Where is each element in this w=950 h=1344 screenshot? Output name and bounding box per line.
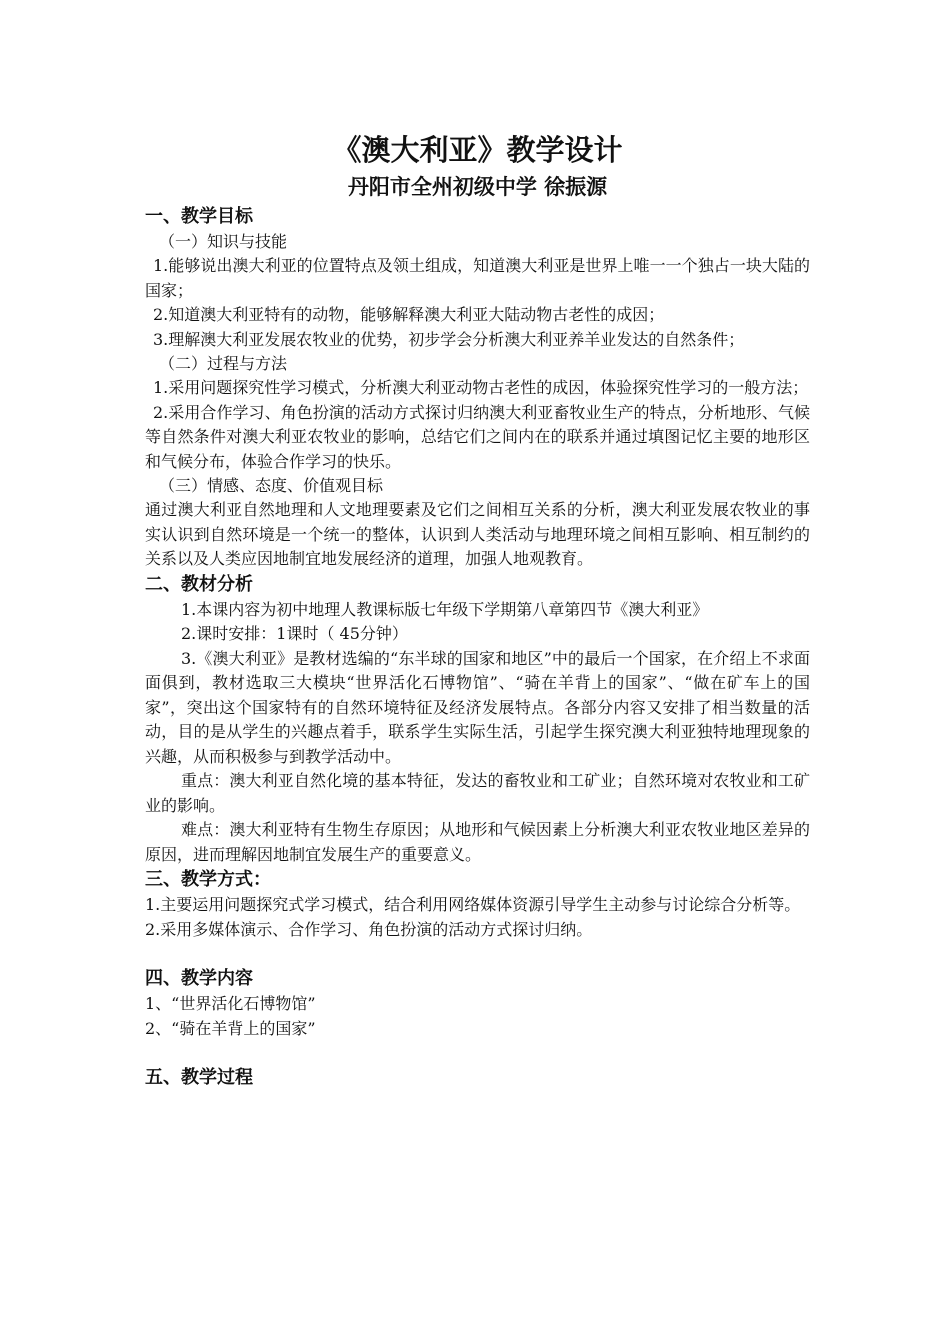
section-heading-methods: 三、教学方式： [145,869,271,890]
method-item: 1.主要运用问题探究式学习模式，结合利用网络媒体资源引导学生主动参与讨论综合分析等。 [145,895,801,914]
subheading-knowledge: （一）知识与技能 [159,232,288,251]
section-heading-analysis: 二、教材分析 [145,573,253,595]
key-points: 重点：澳大利亚自然化境的基本特征，发达的畜牧业和工矿业；自然环境对农牧业和工矿业的影响。 [145,771,810,815]
analysis-paragraph: 2.课时安排：1课时（ 45分钟） [181,624,408,643]
spacer [145,942,810,966]
values-paragraph: 通过澳大利亚自然地理和人文地理要素及它们之间相互关系的分析，澳大利亚发展农牧业的事实认识到自然环境是一个统一的整体，认识到人类活动与地理环境之间相互影响、相互制约的关系以及人类应因地制宜地发展经济的道理，加强人地观教育。 [145,500,810,568]
spacer [145,1041,810,1065]
subheading-process: （二）过程与方法 [159,354,288,373]
difficult-points: 难点：澳大利亚特有生物生存原因；从地形和气候因素上分析澳大利亚农牧业地区差异的原因，进而理解因地制宜发展生产的重要意义。 [145,820,810,864]
document-page [145,130,810,1091]
content-item: 1、“世界活化石博物馆” [145,994,316,1013]
content-item: 2、“骑在羊背上的国家” [145,1018,316,1038]
objective-item: 2.知道澳大利亚特有的动物，能够解释澳大利亚大陆动物古老性的成因； [153,305,665,324]
objective-item: 1.采用问题探究性学习模式，分析澳大利亚动物古老性的成因，体验探究性学习的一般方法； [153,378,809,397]
analysis-paragraph: 3.《澳大利亚》是教材选编的“东半球的国家和地区”中的最后一个国家，在介绍上不求面面俱到，教材选取三大模块“世界活化石博物馆”、“骑在羊背上的国家”、“做在矿车上的国家”，突出这个国家特有的自然环境特征及经济发展特点。各部分内容又安排了相当数量的活动，目的是从学生的兴趣点着手，联系学生实际生活，引起学生探究澳大利亚独特地理现象的兴趣，从而积极参与到教学活动中。 [145,648,810,766]
section-heading-process: 五、教学过程 [145,1067,253,1088]
section-heading-objectives: 一、教学目标 [145,206,253,227]
section-heading-content: 四、教学内容 [145,968,253,989]
author-line: 丹阳市全州初级中学 徐振源 [347,174,608,199]
objective-item: 1.能够说出澳大利亚的位置特点及领土组成，知道澳大利亚是世界上唯一一个独占一块大陆的国家； [145,256,810,300]
subheading-values: （三）情感、态度、价值观目标 [159,476,384,495]
document-title: 《澳大利亚》教学设计 [332,133,623,167]
objective-item: 2.采用合作学习、角色扮演的活动方式探讨归纳澳大利亚畜牧业生产的特点，分析地形、气候等自然条件对澳大利亚农牧业的影响，总结它们之间内在的联系并通过填图记忆主要的地形区和气候分布，体验合作学习的快乐。 [145,402,810,471]
analysis-paragraph: 1.本课内容为初中地理人教课标版七年级下学期第八章第四节《澳大利亚》 [181,599,709,619]
method-item: 2.采用多媒体演示、合作学习、角色扮演的活动方式探讨归纳。 [145,919,593,939]
objective-item: 3.理解澳大利亚发展农牧业的优势，初步学会分析澳大利亚养羊业发达的自然条件； [153,329,745,349]
